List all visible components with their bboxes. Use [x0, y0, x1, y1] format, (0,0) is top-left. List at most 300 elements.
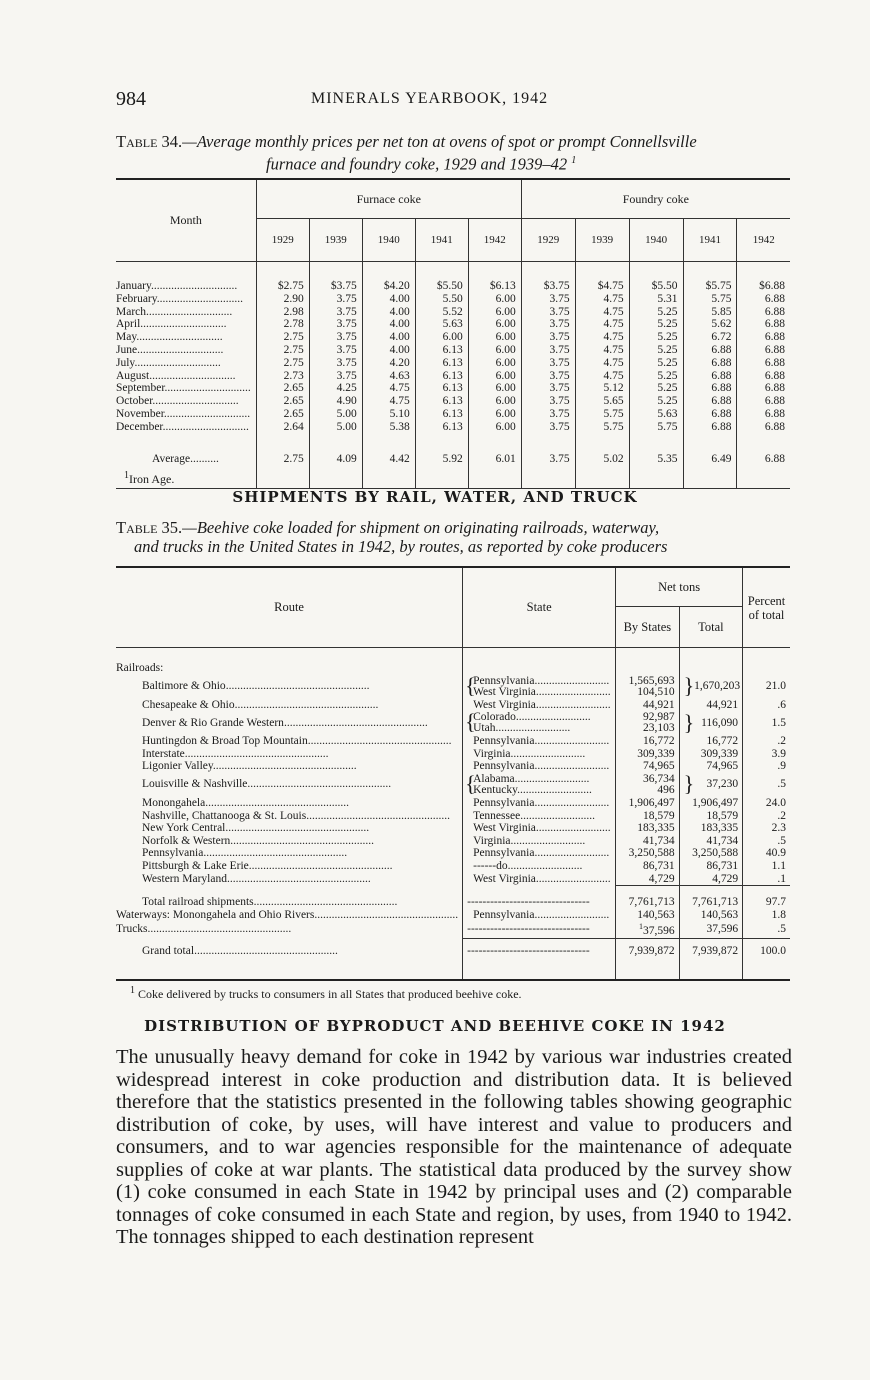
state-wrap — [467, 699, 611, 712]
route-wrap — [142, 797, 458, 810]
table-end-row — [116, 965, 790, 980]
spacer-cell — [616, 965, 679, 980]
by-states-cell — [616, 921, 679, 938]
total-railroad-row — [116, 886, 790, 909]
leader-dots: .................................................. — [253, 895, 398, 908]
price-cell: 6.00 — [415, 331, 468, 344]
state-line — [467, 847, 611, 860]
state-wrap — [467, 847, 611, 860]
price-cell: 6.00 — [468, 370, 521, 383]
state-cell — [463, 699, 616, 712]
price-cell: 4.20 — [362, 357, 415, 370]
price-cell: $3.75 — [521, 262, 575, 293]
state-line — [467, 723, 611, 734]
table-row — [116, 262, 790, 293]
by-states-cell — [616, 760, 679, 773]
price-cell: 3.75 — [309, 293, 362, 306]
by-states-value: 1,565,693 — [628, 674, 675, 687]
route-wrap — [142, 835, 458, 848]
leader-dots: .......................... — [520, 809, 595, 822]
total-value: 41,734 — [706, 834, 739, 847]
price-cell: 6.88 — [683, 408, 737, 421]
table-row — [116, 344, 790, 357]
spacer-cell — [116, 965, 463, 980]
total-cell — [679, 873, 742, 886]
by-states-cell — [616, 748, 679, 761]
table-row — [116, 773, 790, 797]
month-cell — [116, 293, 256, 306]
table-row — [116, 318, 790, 331]
railroads-label: Railroads: — [116, 648, 463, 675]
route-cell — [116, 699, 463, 712]
route-label: Denver & Rio Grande Western — [142, 716, 284, 729]
route-wrap — [142, 735, 458, 748]
route-label: Chesapeake & Ohio — [142, 698, 235, 711]
average-label-cell — [116, 434, 256, 474]
price-cell: 3.75 — [521, 344, 575, 357]
total-cell — [679, 835, 742, 848]
price-cell: 5.63 — [629, 408, 683, 421]
price-cell: $6.88 — [759, 280, 785, 292]
price-cell: 6.72 — [683, 331, 737, 344]
route-label: Total railroad shipments — [142, 895, 254, 908]
route-wrap — [116, 923, 458, 936]
price-cell: 4.75 — [575, 344, 629, 357]
percent-cell: .1 — [777, 872, 786, 885]
by-states-cell — [616, 810, 679, 823]
route-cell — [116, 797, 463, 810]
price-cell: 6.00 — [468, 421, 521, 434]
grand-total-row — [116, 938, 790, 965]
state-label: Alabama — [473, 772, 515, 785]
state-wrap — [465, 770, 611, 796]
leader-dots: .................................................. — [147, 923, 292, 936]
price-cell: 2.75 — [256, 344, 309, 357]
table34-caption — [116, 132, 792, 174]
by-states-cell — [616, 835, 679, 848]
brace-symbol: { — [465, 770, 476, 796]
by-states-value: 183,335 — [637, 822, 675, 835]
by-states-cell — [616, 773, 679, 797]
price-cell: 5.75 — [683, 293, 737, 306]
leader-dots: .................................................. — [225, 680, 370, 693]
state-cell — [463, 921, 616, 938]
table-row — [116, 810, 790, 823]
table-row — [116, 357, 790, 370]
leader-dots: .................................................. — [226, 872, 371, 885]
leader-dots: .................................................. — [225, 822, 370, 835]
by-states-value: 1,906,497 — [628, 796, 675, 809]
leader-dots: .......................... — [515, 711, 591, 724]
price-cell: 6.88 — [764, 305, 785, 318]
route-cell — [116, 748, 463, 761]
leader-dots: .............................. — [163, 407, 251, 420]
state-wrap — [467, 748, 611, 761]
trucks-row — [116, 921, 790, 938]
price-cell: 4.25 — [309, 382, 362, 395]
leader-dots: -------------------------------- — [467, 895, 590, 908]
month-cell — [116, 408, 256, 421]
total-value: 74,965 — [706, 760, 739, 773]
leader-dots: .......................... — [535, 685, 611, 698]
col-route-header: Route — [116, 567, 463, 648]
route-label: Pennsylvania — [142, 847, 204, 860]
by-states-cell — [616, 699, 679, 712]
state-line — [467, 822, 611, 835]
price-cell: 4.75 — [575, 318, 629, 331]
railroads-heading-row — [116, 648, 790, 675]
spacer-cell — [743, 965, 790, 980]
table35-body — [116, 648, 790, 980]
by-states-cell — [616, 711, 679, 735]
total-value: 16,772 — [706, 735, 739, 748]
state-wrap — [467, 810, 611, 823]
average-cell: 6.49 — [683, 434, 737, 474]
price-cell: 3.75 — [309, 318, 362, 331]
price-cell: $4.75 — [575, 262, 629, 293]
total-cell — [679, 847, 742, 860]
average-cell: 4.42 — [362, 434, 415, 474]
price-cell: 2.65 — [256, 395, 309, 408]
route-wrap — [142, 945, 458, 958]
leader-dots: .................................................. — [184, 747, 329, 760]
table-row — [116, 748, 790, 761]
by-states-value: 309,339 — [637, 747, 675, 760]
price-cell: 5.63 — [415, 318, 468, 331]
price-cell: 5.62 — [683, 318, 737, 331]
price-cell: 6.00 — [468, 331, 521, 344]
percent-cell: 24.0 — [765, 796, 786, 809]
by-states-value: 44,921 — [642, 698, 675, 711]
table-row — [116, 395, 790, 408]
price-cell: 6.88 — [764, 331, 785, 344]
state-line — [467, 835, 611, 848]
price-cell: 6.13 — [415, 344, 468, 357]
price-cell: 5.25 — [629, 382, 683, 395]
price-cell: 5.31 — [629, 293, 683, 306]
by-states-value: 4,729 — [648, 872, 675, 885]
table35-label: Table 35. — [116, 518, 183, 537]
price-cell: 5.25 — [629, 395, 683, 408]
state-label: Tennessee — [473, 809, 521, 822]
state-cell — [463, 873, 616, 886]
total-cell — [679, 735, 742, 748]
price-cell: 2.90 — [256, 293, 309, 306]
price-cell: 6.00 — [468, 395, 521, 408]
leader-dots: .......................... — [514, 772, 590, 785]
state-line — [467, 860, 611, 873]
leader-dots: .......................... — [495, 722, 571, 735]
state-wrap — [467, 923, 611, 936]
percent-cell: 1.5 — [771, 716, 786, 729]
price-cell: 6.00 — [468, 318, 521, 331]
by-states-cell — [616, 909, 679, 922]
price-cell: 6.00 — [468, 306, 521, 319]
leader-dots: .............................. — [146, 305, 233, 318]
by-states-value: 74,965 — [642, 760, 675, 773]
year-header: 1939 — [309, 219, 362, 262]
price-cell: 2.73 — [256, 370, 309, 383]
state-line — [467, 735, 611, 748]
route-cell — [116, 810, 463, 823]
state-wrap — [467, 860, 611, 873]
price-cell: 4.00 — [362, 318, 415, 331]
leader-dots: .................................................. — [306, 809, 450, 822]
leader-dots: .................................................. — [234, 698, 379, 711]
average-cell: 5.92 — [415, 434, 468, 474]
average-cell: 3.75 — [521, 434, 575, 474]
col-percent-header: Percent of total — [743, 567, 790, 648]
by-states-value: 7,939,872 — [628, 945, 675, 958]
leader-dots: .................................................. — [314, 908, 459, 921]
by-states-value: 3,250,588 — [628, 847, 675, 860]
leader-dots: .............................. — [164, 382, 251, 395]
by-states-value: 104,510 — [637, 685, 675, 698]
price-cell: 4.00 — [362, 331, 415, 344]
price-cell: 5.38 — [362, 421, 415, 434]
price-cell: 2.75 — [256, 331, 309, 344]
leader-dots: .......................... — [535, 822, 611, 835]
table-end-row — [116, 474, 790, 489]
table34 — [116, 178, 790, 489]
price-cell: 5.25 — [629, 318, 683, 331]
price-cell: 5.75 — [575, 421, 629, 434]
price-cell: 2.64 — [256, 421, 309, 434]
route-wrap — [142, 748, 458, 761]
route-label: Grand total — [142, 945, 195, 958]
table35-footnote-text: Coke delivered by trucks to consumers in all States that produced beehive coke. — [138, 987, 522, 1001]
total-cell — [679, 797, 742, 810]
month-cell — [116, 421, 256, 434]
total-value: 86,731 — [706, 859, 739, 872]
price-cell: 5.25 — [629, 306, 683, 319]
by-states-value: 36,734 — [642, 772, 675, 785]
month-label: July — [116, 356, 135, 369]
total-cell: 140,563 — [679, 909, 742, 922]
total-cell — [679, 748, 742, 761]
price-cell: 5.12 — [575, 382, 629, 395]
percent-cell: .5 — [777, 834, 786, 847]
state-cell — [463, 672, 616, 699]
route-cell — [116, 921, 463, 938]
leader-dots: .......................... — [507, 859, 583, 872]
table34-body — [116, 262, 790, 489]
state-line — [467, 810, 611, 823]
table34-caption-line2: furnace and foundry coke, 1929 and 1939–42 — [266, 154, 568, 174]
state-cell — [463, 748, 616, 761]
route-cell — [116, 735, 463, 748]
price-cell: 5.50 — [415, 293, 468, 306]
by-states-value: 37,596 — [642, 925, 675, 938]
price-cell: 5.52 — [415, 306, 468, 319]
price-cell: 3.75 — [521, 306, 575, 319]
route-label: Louisville & Nashville — [142, 778, 248, 791]
price-cell: 5.65 — [575, 395, 629, 408]
table-row — [116, 873, 790, 886]
percent-cell: 40.9 — [765, 847, 786, 860]
price-cell: $4.20 — [362, 262, 415, 293]
price-cell: 6.13 — [415, 395, 468, 408]
col-total-header: Total — [679, 607, 742, 648]
month-cell — [116, 344, 256, 357]
table-row — [116, 331, 790, 344]
spacer-cell — [415, 474, 468, 489]
total-value: 44,921 — [706, 698, 739, 711]
by-states-cell — [616, 873, 679, 886]
year-header: 1942 — [737, 219, 790, 262]
leader-dots: .............................. — [149, 369, 236, 382]
body-paragraph: The unusually heavy demand for coke in 1942 by various war industries created widespread interest in coke production and distribution data. It is believed therefore that the statistics presented in the following tables showing geographic distribution of coke, by uses, will have interest and value to producers and consumers, and to war agencies responsible for the maintenance of adequate supplies of coke at war plants. The statistical data produced by the survey show (1) coke consumed in each State in 1942 by principal uses and (2) comparable tonnages of coke consumed in each State and region, by uses, from 1940 to 1942. The tonnages shipped to each destination represent — [116, 1046, 792, 1248]
price-cell: 5.10 — [362, 408, 415, 421]
table-row — [116, 421, 790, 434]
total-cell — [679, 773, 742, 797]
leader-dots: .................................................. — [247, 778, 392, 791]
by-states-cell — [616, 675, 679, 699]
state-wrap — [467, 797, 611, 810]
state-line — [467, 873, 611, 886]
price-cell: 3.75 — [309, 370, 362, 383]
route-label: Interstate — [142, 747, 185, 760]
leader-dots: .......................... — [510, 747, 586, 760]
table-row — [116, 711, 790, 735]
price-cell: $2.75 — [256, 262, 309, 293]
route-wrap — [142, 681, 458, 692]
leader-dots: -------------------------------- — [467, 923, 590, 936]
price-cell: 3.75 — [521, 357, 575, 370]
percent-cell: 100.0 — [743, 938, 790, 965]
spacer-cell — [521, 474, 575, 489]
by-states-cell — [616, 822, 679, 835]
state-cell — [463, 909, 616, 922]
total-value: 309,339 — [700, 747, 739, 760]
table34-footnote-text: Iron Age. — [129, 472, 175, 486]
spacer-cell — [463, 965, 616, 980]
route-label: Baltimore & Ohio — [142, 680, 226, 693]
price-cell: 5.85 — [683, 306, 737, 319]
percent-cell: .2 — [777, 735, 786, 748]
month-label: June — [116, 343, 138, 356]
price-cell: 3.75 — [521, 293, 575, 306]
leader-dots: .................................................. — [194, 945, 338, 958]
leader-dots: .......................... — [534, 674, 610, 687]
body-text — [116, 1046, 792, 1249]
by-states-cell — [616, 886, 679, 909]
percent-cell: .5 — [777, 923, 786, 936]
state-label: Colorado — [473, 711, 516, 724]
total-value: 3,250,588 — [692, 847, 739, 860]
price-cell: 4.75 — [575, 357, 629, 370]
footnote-mark: 1 — [638, 922, 643, 932]
price-cell: $5.50 — [629, 262, 683, 293]
table34-caption-line1: —Average monthly prices per net ton at ovens of spot or prompt Connellsville — [182, 132, 697, 151]
table-row — [116, 382, 790, 395]
month-cell — [116, 306, 256, 319]
total-cell: 7,939,872 — [679, 938, 742, 965]
leader-dots: .............................. — [137, 343, 224, 356]
percent-cell: 3.9 — [771, 747, 786, 760]
route-wrap — [142, 873, 458, 886]
price-cell: 6.88 — [683, 382, 737, 395]
state-line — [467, 760, 611, 773]
spacer-cell — [683, 474, 737, 489]
state-label: Pennsylvania — [473, 847, 535, 860]
section-title-distribution: DISTRIBUTION OF BYPRODUCT AND BEEHIVE COKE IN 1942 — [144, 1017, 726, 1035]
leader-dots: .......................... — [510, 834, 586, 847]
total-cell: 7,761,713 — [679, 886, 742, 909]
month-label: March — [116, 305, 147, 318]
state-cell — [463, 860, 616, 873]
route-cell — [116, 760, 463, 773]
total-value: 116,090 — [701, 716, 739, 729]
table-row — [116, 835, 790, 848]
route-label: Ligonier Valley — [142, 760, 213, 773]
month-cell — [116, 318, 256, 331]
total-value: 4,729 — [712, 872, 739, 885]
price-cell: 2.65 — [256, 382, 309, 395]
running-title: MINERALS YEARBOOK, 1942 — [311, 90, 549, 107]
state-wrap — [467, 760, 611, 773]
table35-footnote-mark: 1 — [130, 985, 135, 996]
leader-dots: .............................. — [151, 280, 238, 292]
price-cell: 3.75 — [521, 331, 575, 344]
route-label: Huntingdon & Broad Top Mountain — [142, 735, 308, 748]
total-value: 1,670,203 — [694, 680, 741, 693]
leader-dots: .................................................. — [283, 716, 428, 729]
month-label: May — [116, 331, 137, 344]
price-cell: 6.00 — [468, 357, 521, 370]
total-cell — [679, 860, 742, 873]
state-label: Pennsylvania — [473, 674, 535, 687]
price-cell: $5.50 — [415, 262, 468, 293]
price-cell: 5.75 — [575, 408, 629, 421]
page-number: 984 — [116, 88, 146, 110]
leader-dots: .............................. — [136, 331, 223, 344]
state-wrap — [467, 873, 611, 886]
state-label: Utah — [473, 722, 496, 735]
price-cell: 2.75 — [256, 357, 309, 370]
price-cell: 3.75 — [309, 344, 362, 357]
route-cell — [116, 711, 463, 735]
state-wrap — [467, 835, 611, 848]
table34-label: Table 34. — [116, 132, 183, 151]
leader-dots: .......................... — [535, 698, 611, 711]
price-cell: 5.25 — [629, 331, 683, 344]
state-line — [467, 785, 611, 796]
year-header: 1942 — [468, 219, 521, 262]
section-title-shipments: SHIPMENTS BY RAIL, WATER, AND TRUCK — [232, 488, 638, 506]
average-cell: 6.88 — [764, 453, 785, 466]
price-cell: 2.98 — [256, 306, 309, 319]
route-cell — [116, 675, 463, 699]
state-label: Kentucky — [473, 783, 518, 796]
spacer-cell — [616, 648, 679, 675]
table-row — [116, 306, 790, 319]
price-cell: 6.88 — [764, 356, 785, 369]
table-row — [116, 675, 790, 699]
price-cell: 5.25 — [629, 357, 683, 370]
state-cell — [463, 938, 616, 965]
by-states-value: 7,761,713 — [628, 896, 675, 909]
price-cell: 6.88 — [683, 395, 737, 408]
table34-caption-ref: 1 — [571, 155, 577, 166]
table-row — [116, 847, 790, 860]
year-header: 1940 — [362, 219, 415, 262]
route-wrap — [142, 699, 458, 712]
price-cell: 6.13 — [415, 370, 468, 383]
leader-dots: .......................... — [517, 783, 592, 796]
price-cell: 4.75 — [362, 382, 415, 395]
average-cell: 5.02 — [575, 434, 629, 474]
